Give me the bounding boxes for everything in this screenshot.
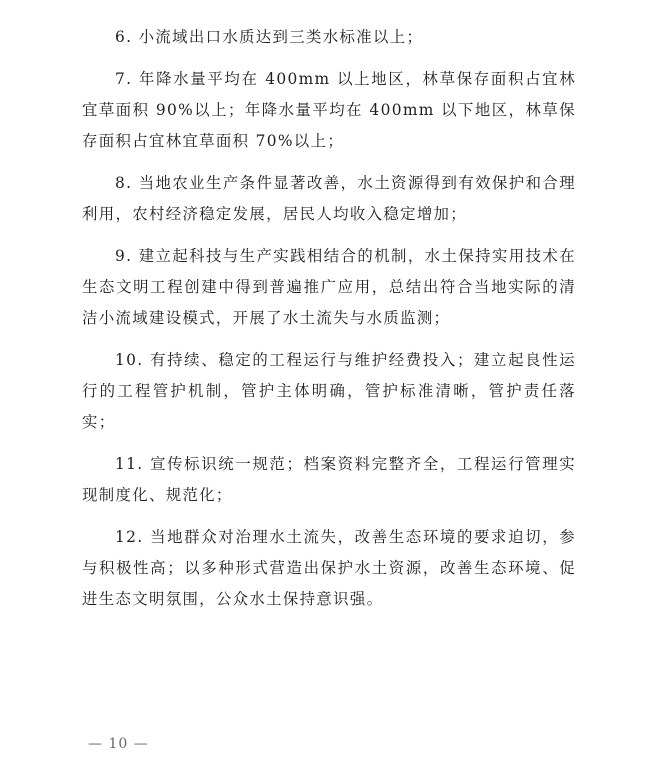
paragraph-item-11: 11. 宣传标识统一规范；档案资料完整齐全，工程运行管理实现制度化、规范化； bbox=[82, 455, 576, 504]
paragraph-item-8: 8. 当地农业生产条件显著改善，水土资源得到有效保护和合理利用，农村经济稳定发展，居民人均收入稳定增加； bbox=[82, 174, 576, 223]
paragraph-item-9: 9. 建立起科技与生产实践相结合的机制，水土保持实用技术在生态文明工程创建中得到普遍推广应用，总结出符合当地实际的清洁小流域建设模式，开展了水土流失与水质监测； bbox=[82, 247, 576, 327]
paragraph-item-6: 6. 小流域出口水质达到三类水标准以上； bbox=[115, 28, 424, 46]
paragraph-item-12: 12. 当地群众对治理水土流失，改善生态环境的要求迫切，参与积极性高；以多种形式营造出保护水土资源，改善生态环境、促进生态文明氛围，公众水土保持意识强。 bbox=[82, 528, 576, 608]
paragraph-item-10: 10. 有持续、稳定的工程运行与维护经费投入；建立起良性运行的工程管护机制，管护主体明确，管护标准清晰，管护责任落实； bbox=[82, 351, 576, 431]
paragraph-item-7: 7. 年降水量平均在 400mm 以上地区，林草保存面积占宜林宜草面积 90%以上；年降水量平均在 400mm 以下地区，林草保存面积占宜林宜草面积 70%以上； bbox=[82, 70, 576, 150]
document-body bbox=[82, 22, 576, 626]
page-number: — 10 — bbox=[88, 736, 149, 752]
